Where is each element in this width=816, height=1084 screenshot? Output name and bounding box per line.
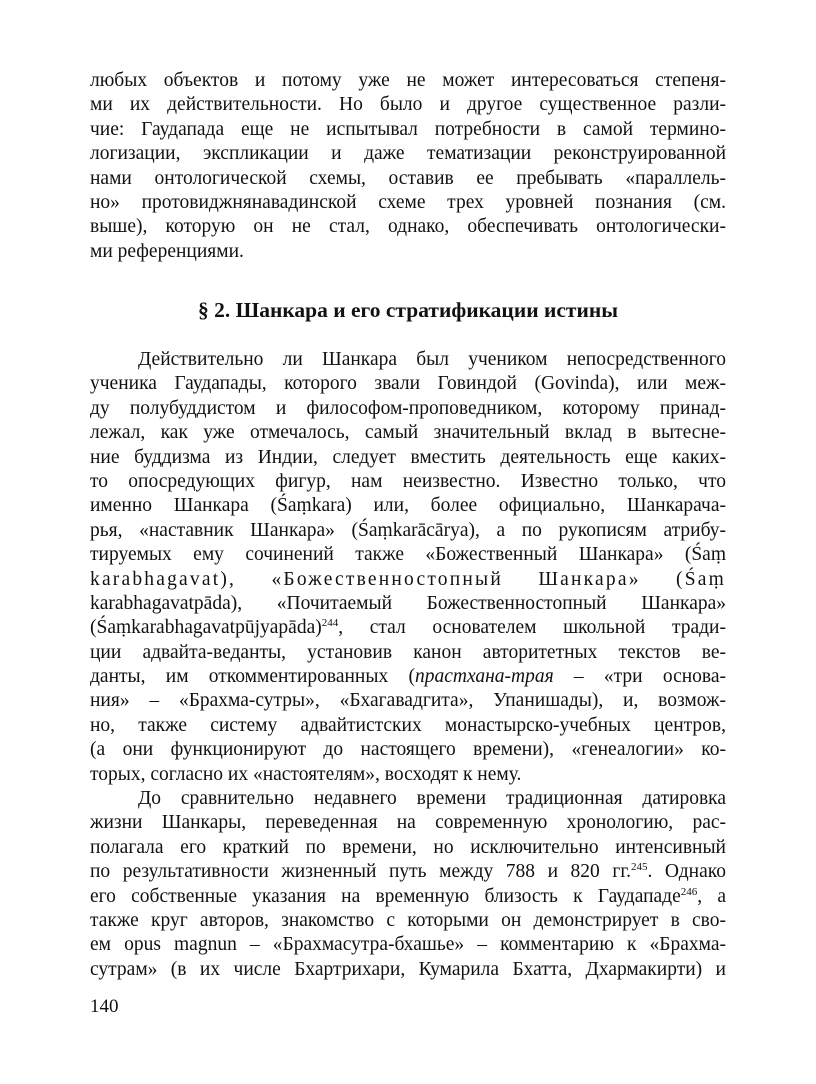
text-line: то опосредующих фигур, нам неизвестно. Известно только, что (90, 470, 726, 492)
text-line: логизации, экспликации и даже тематизации реконструированной (90, 143, 726, 165)
text-line: нами онтологической схемы, оставив ее пребывать «параллель- (90, 167, 726, 189)
text-fragment: , а (697, 885, 726, 907)
text-line (90, 860, 726, 884)
text-fragment: данты, им откомментированных ( (90, 666, 415, 688)
text-fragment: (Śaṃkarabhagavatpūjyapāda) (90, 617, 322, 639)
footnote-ref: 245 (631, 861, 648, 874)
italic-term: прастхана-трая (414, 666, 554, 688)
text-line: ем opus magnun – «Брахмасутра-бхашье» – комментарию к «Брахма- (90, 934, 726, 956)
text-line: До сравнительно недавнего времени традиционная датировка (138, 788, 726, 809)
text-line: чие: Гаудапада еще не испытывал потребности в самой термино- (90, 118, 726, 140)
text-line: ние буддизма из Индии, следует вместить деятельность еще каких- (90, 446, 726, 468)
text-line: рья, «наставник Шанкара» (Śaṃkarācārya), а по рукописям атрибу- (90, 519, 726, 541)
text-line: Действительно ли Шанкара был учеником непосредственного (138, 349, 726, 370)
text-line: karabhagavat), «Божественностопный Шанкара» (Śaṃ (90, 568, 726, 590)
text-line: ния» – «Брахма-сутры», «Бхагавадгита», Упанишады), и, возмож- (90, 690, 726, 712)
text-line: лежал, как уже отмечалось, самый значительный вклад в вытесне- (90, 422, 726, 444)
text-line: ми их действительности. Но было и другое существенное разли- (90, 94, 726, 116)
section-heading: § 2. Шанкара и его стратификации истины (197, 298, 619, 322)
paragraph-dating (90, 787, 726, 982)
text-line: выше), которую он не стал, однако, обеспечивать онтологически- (90, 216, 726, 238)
text-line (90, 885, 726, 909)
text-line: жизни Шанкары, переведенная на современную хронологию, рас- (90, 812, 726, 834)
text-fragment: по результативности жизненный путь между 788 и 820 гг. (90, 861, 632, 883)
text-line: ми референциями. (90, 240, 244, 262)
text-line: любых объектов и потому уже не может интересоваться степеня- (90, 70, 726, 91)
text-line: тируемых ему сочинений также «Божественный Шанкара» (Śaṃ (90, 544, 726, 566)
text-line (90, 616, 726, 640)
text-line: ученика Гаудапады, которого звали Говиндой (Govinda), или меж- (90, 373, 726, 395)
text-line: полагала его краткий по времени, но исключительно интенсивный (90, 836, 726, 858)
text-line (90, 665, 726, 689)
page-number: 140 (90, 996, 119, 1017)
text-line: торых, согласно их «настоятелям», восходят к нему. (90, 763, 522, 785)
text-fragment: – «три основа- (553, 666, 727, 688)
text-fragment: . Однако (647, 861, 726, 883)
text-fragment: , стал основателем школьной тради- (338, 617, 726, 639)
text-line: сутрам» (в их числе Бхартрихари, Кумарила Бхатта, Дхармакирти) и (90, 958, 726, 980)
footnote-ref: 244 (321, 617, 339, 630)
paragraph-continued (90, 69, 726, 264)
text-line: karabhagavatpāda), «Почитаемый Божественностопный Шанкара» (90, 592, 726, 614)
text-line: но, также систему адвайтистских монастырско-учебных центров, (90, 714, 726, 736)
footnote-ref: 246 (680, 885, 698, 898)
text-line: именно Шанкара (Śaṃkara) или, более официально, Шанкарача- (90, 495, 726, 517)
text-line: также круг авторов, знакомство с которыми он демонстрирует в сво- (90, 909, 726, 931)
text-line: ду полубуддистом и философом-проповедником, которому принад- (90, 397, 726, 419)
text-line: ции адвайта-веданты, установив канон авторитетных текстов ве- (90, 641, 726, 663)
text-line: (а они функционируют до настоящего времени), «генеалогии» ко- (90, 739, 726, 761)
paragraph-shankara (90, 348, 726, 787)
text-fragment: его собственные указания на временную близость к Гаудападе (90, 885, 681, 907)
text-line: но» протовиджнянавадинской схеме трех уровней познания (см. (90, 191, 726, 213)
